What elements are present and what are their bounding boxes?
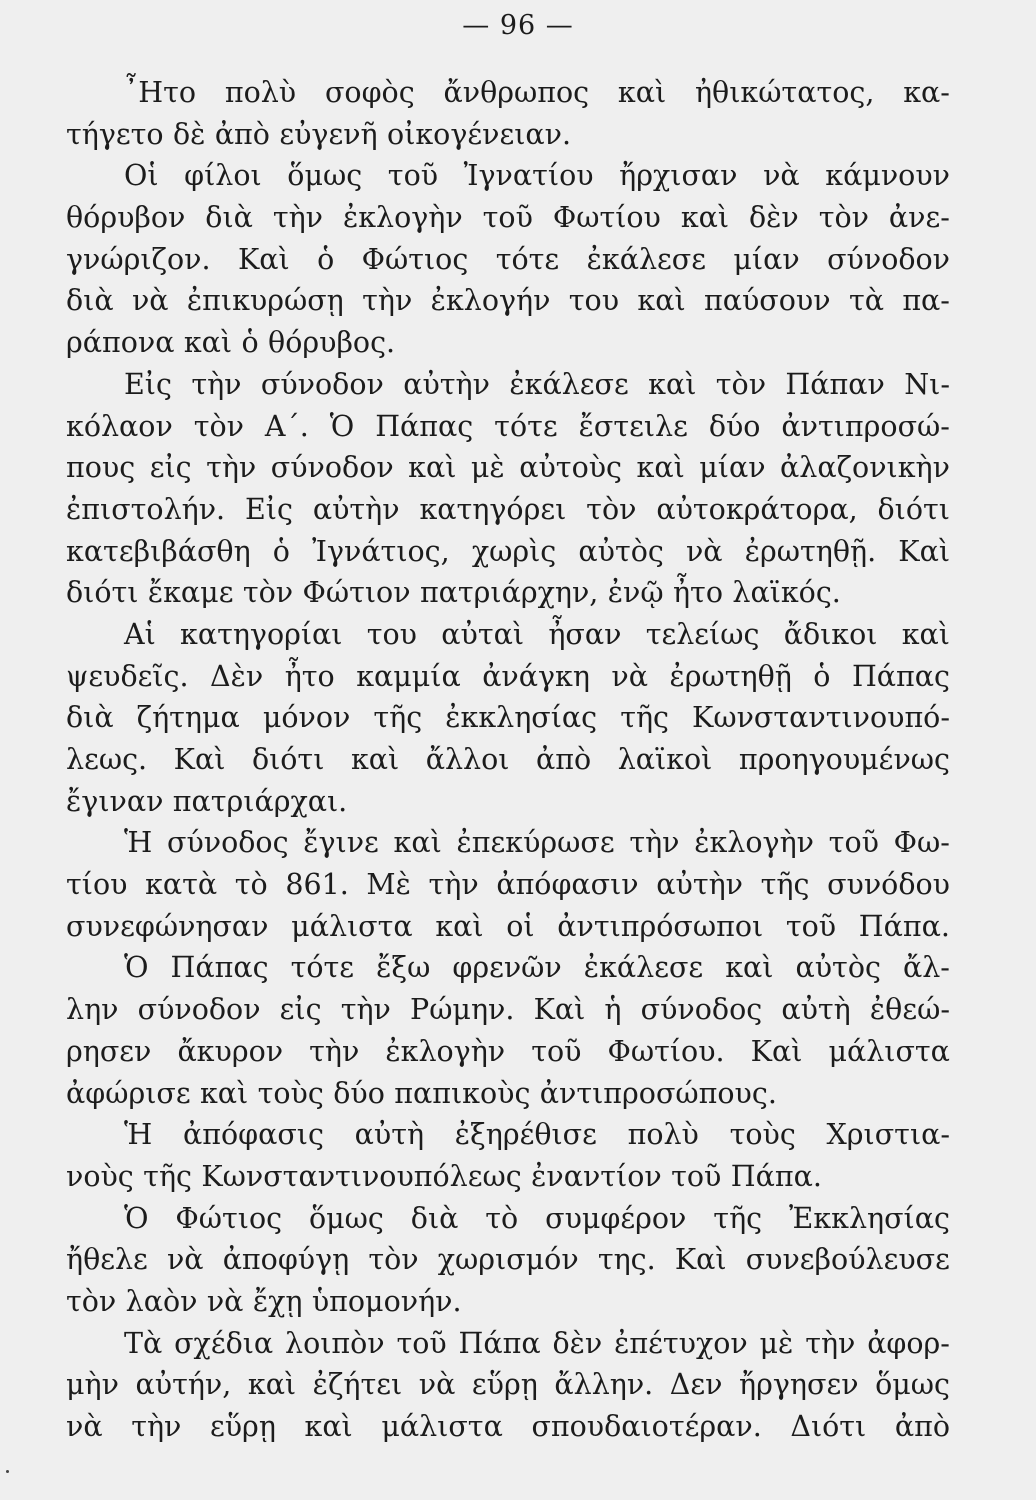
word: ἐκκλησίας (445, 701, 598, 735)
word: νὰ (206, 1284, 244, 1318)
word: Φώτιος (175, 1201, 283, 1235)
word: πολὺ (224, 76, 297, 109)
word: νὰ (166, 1243, 204, 1277)
word: 861. (285, 868, 349, 902)
word: ἀντιπροσώπους. (539, 1076, 777, 1110)
word: νὰ (763, 159, 800, 193)
word: ἐκάλεσε (583, 951, 704, 985)
word: καὶ (901, 617, 950, 651)
word: ὅμως (308, 1201, 384, 1235)
word: σύνοδος (166, 826, 289, 860)
text-line (66, 447, 950, 489)
word: Χριστια- (826, 1118, 950, 1152)
word: ἀπόφασιν (496, 868, 639, 902)
word: κατὰ (145, 868, 218, 902)
text-line (66, 947, 950, 989)
word: ὁ (317, 242, 335, 276)
word: λεως. (66, 743, 148, 776)
word: εὕρῃ (209, 1410, 276, 1443)
word: Κωνσταντινουπόλεως (201, 1159, 522, 1193)
text-line (66, 280, 950, 322)
text-line (66, 781, 950, 823)
word: ἠθικώτατος, (694, 76, 875, 109)
text-line (66, 1031, 950, 1073)
word: νὰ (131, 284, 169, 318)
text-line (66, 1281, 950, 1323)
word: ἐπικυρώσῃ (186, 284, 344, 318)
word: Καὶ (237, 242, 290, 276)
word: ἐκάλεσε (586, 242, 706, 276)
word: ἐκλογὴν (385, 1034, 506, 1068)
word: γνώριζον. (66, 242, 211, 276)
word: τὴν (340, 993, 391, 1027)
word: τότε (494, 409, 558, 443)
word: ράπονα (66, 326, 175, 360)
word: τότε (495, 242, 560, 276)
word: δύο (708, 409, 761, 443)
word: τὸν (193, 409, 244, 443)
word: Ρώμην. (410, 993, 515, 1027)
word: Διότι (790, 1410, 867, 1443)
word: ἄνθρωπος (443, 76, 590, 109)
word: ἐνῷ (607, 576, 664, 610)
word: κα- (903, 76, 950, 109)
word: της. (597, 1243, 656, 1277)
word: σύνοδος (640, 993, 763, 1027)
word: Ὁ (124, 951, 149, 985)
body-text (66, 72, 950, 1448)
word: ἐναντίον (531, 1159, 662, 1193)
word: Ὁ (124, 1201, 149, 1235)
word: ἐπέτυχον (614, 1326, 748, 1360)
word: μάλιστα (381, 1410, 503, 1443)
word: σύνοδον (827, 242, 950, 276)
word: τὴν (272, 201, 323, 235)
word: καὶ (199, 1076, 249, 1110)
text-line (66, 1239, 950, 1281)
word: ἀπὸ (894, 1410, 950, 1443)
word: σοφὸς (324, 76, 415, 109)
word: ἤργησεν (739, 1368, 859, 1402)
word: Κωνσταντινουπό- (692, 701, 950, 735)
word: διότι (877, 492, 950, 526)
word: τότε (290, 951, 355, 985)
word: ἀντιπροσώ- (781, 409, 950, 443)
word: καὶ (304, 1410, 353, 1443)
text-line (66, 406, 950, 448)
word: τὸν (818, 201, 869, 235)
word: ἦτο (284, 659, 335, 693)
word: οἱ (506, 909, 535, 943)
word: Αἱ (124, 617, 156, 651)
word: λην (66, 993, 119, 1027)
word: του (366, 617, 418, 651)
word: ἄλ- (902, 951, 950, 985)
word: σύνοδον (137, 993, 261, 1027)
word: μὲ (470, 451, 505, 485)
word: τήγετο (66, 117, 164, 151)
word: νὰ (685, 534, 723, 568)
word: ὁ (272, 534, 290, 568)
text-line (66, 906, 950, 948)
word: θόρυβον (66, 201, 186, 235)
word: κατηγόρει (419, 492, 567, 526)
word: δὲ (172, 117, 206, 151)
word: ἀπὸ (214, 117, 270, 151)
word: ἀλαζονικὴν (780, 451, 950, 485)
word: Οἱ (124, 159, 159, 193)
text-line (66, 656, 950, 698)
word: δύο (333, 1076, 385, 1110)
word: διότι (251, 743, 325, 776)
word: φρενῶν (452, 951, 562, 985)
word: ἀφορ- (867, 1326, 950, 1360)
word: τὴν (629, 826, 680, 860)
word: καὶ (393, 826, 442, 860)
word: Καὶ (533, 993, 586, 1027)
word: Εἰς (124, 367, 172, 401)
text-line (66, 239, 950, 281)
word: ἐκλογήν (430, 284, 551, 318)
text-line (66, 614, 950, 656)
word: χωρισμόν (437, 1243, 579, 1277)
word: συνόδου (827, 868, 950, 902)
word: τῆς (143, 1159, 192, 1193)
word: κόλαον (66, 409, 173, 443)
word: λοιπὸν (285, 1326, 385, 1360)
word: σπουδαιοτέραν. (531, 1410, 762, 1443)
word: καὶ (648, 367, 697, 401)
word: ἄκυρον (177, 1034, 284, 1068)
word: ἤθελε (66, 1243, 148, 1277)
word: τὸ (234, 868, 268, 902)
word: Πάπας (170, 951, 269, 985)
word: εὕρῃ (471, 1368, 538, 1402)
word: νοὺς (66, 1159, 134, 1193)
word: αὐτὸς (795, 951, 881, 985)
word: μίαν (733, 242, 800, 276)
word: Τὰ (124, 1326, 163, 1360)
word: ἀνε- (888, 201, 950, 235)
word: μάλιστα (291, 909, 413, 943)
word: Δεν (669, 1368, 723, 1402)
word: καὶ (725, 951, 774, 985)
text-line (66, 1406, 950, 1448)
word: διότι (66, 576, 139, 610)
word: μὲ (759, 1326, 794, 1360)
text-line (66, 822, 950, 864)
word: Εἰς (245, 492, 293, 526)
word: τοῦ (785, 909, 837, 943)
word: διὰ (66, 701, 114, 735)
word: τὸν (368, 1243, 419, 1277)
word: παύσουν (704, 284, 831, 318)
word: Ὁ (329, 409, 355, 443)
word: συμφέρον (545, 1201, 687, 1235)
word: αὐτὴ (354, 1118, 425, 1152)
word: ψευδεῖς. (66, 659, 189, 693)
word: ἀνάγκη (482, 659, 590, 693)
word: ὅμως (287, 159, 363, 193)
word: Φώτιος (361, 242, 469, 276)
word: λαϊκός. (732, 576, 841, 610)
word: οἰκογένειαν. (387, 117, 572, 151)
word: τὰ (848, 284, 884, 318)
text-line (66, 489, 950, 531)
word: τὴν (805, 1326, 856, 1360)
word: διὰ (205, 201, 253, 235)
word: ἄλλοι (425, 743, 510, 776)
word: δὲν (748, 201, 799, 235)
word: θόρυβος. (268, 326, 396, 360)
word: κατεβιβάσθη (66, 534, 251, 568)
word: ἐκλογὴν (694, 826, 814, 860)
word: ἔξω (376, 951, 431, 985)
word: φίλοι (184, 159, 262, 193)
word: ζήτημα (136, 701, 240, 735)
word: ἐξηρέθισε (454, 1118, 597, 1152)
word: αὐτήν, (135, 1368, 232, 1402)
word: ἔγιναν (66, 784, 164, 818)
word: ἐρωτηθῇ (669, 659, 792, 693)
word: Καὶ (173, 743, 226, 776)
word: τὴν (206, 451, 257, 485)
word: ἔχῃ (252, 1284, 303, 1318)
word: Ἰγνάτιος, (312, 534, 450, 568)
word: ἐκάλεσε (509, 367, 629, 401)
word: τοῦ (531, 1034, 582, 1068)
word: του (568, 284, 620, 318)
word: ἀντιπρόσωποι (557, 909, 764, 943)
word: ἡ (604, 993, 622, 1027)
word: αὐτὴ (781, 993, 851, 1027)
word: Καὶ (750, 1034, 803, 1068)
word: παπικοὺς (394, 1076, 531, 1110)
word: ἀποφύγῃ (222, 1243, 350, 1277)
word: προηγουμένως (738, 743, 950, 776)
word: ρησεν (66, 1034, 152, 1068)
word: τοὺς (257, 1076, 324, 1110)
word: σχέδια (174, 1326, 274, 1360)
word: Πάπα (458, 1326, 541, 1360)
word: ἀφώρισε (66, 1076, 191, 1110)
word: ἐκλογὴν (342, 201, 463, 235)
word: καὶ (247, 1368, 297, 1402)
word: Δὲν (210, 659, 264, 693)
word: εἰς (149, 451, 192, 485)
word: μόνον (262, 701, 351, 735)
word: καὶ (408, 451, 457, 485)
word: τὴν (309, 1034, 360, 1068)
word: καὶ (637, 284, 686, 318)
word: Α΄. (264, 409, 309, 443)
word: μίαν (699, 451, 766, 485)
text-line (66, 1323, 950, 1365)
word: Φώτιον (302, 576, 411, 610)
word: ἐζήτει (312, 1368, 403, 1402)
text-line (66, 864, 950, 906)
word: ὁ (813, 659, 831, 693)
word: καὶ (435, 909, 484, 943)
word: ἔστειλε (578, 409, 688, 443)
word: ἐθεώ- (869, 993, 950, 1027)
text-line (66, 114, 950, 156)
word: σύνοδον (260, 367, 384, 401)
word: τοῦ (396, 1326, 447, 1360)
word: ἐρωτηθῇ. (744, 534, 877, 568)
word: αὐτὴν (312, 492, 400, 526)
text-line (66, 1364, 950, 1406)
word: καὶ (680, 201, 730, 235)
text-line (66, 1114, 950, 1156)
word: καὶ (183, 326, 233, 360)
word: ἄδικοι (783, 617, 878, 651)
text-line (66, 572, 950, 614)
text-line (66, 989, 950, 1031)
word: σύνοδον (270, 451, 394, 485)
word: μὴν (66, 1368, 119, 1402)
word: Πάπας (375, 409, 474, 443)
word: ἔκαμε (147, 576, 234, 610)
word: αὐτὴν (403, 367, 490, 401)
word: αὐτοὺς (519, 451, 623, 485)
word: Ἐκκλησίας (789, 1201, 950, 1235)
text-line (66, 531, 950, 573)
word: ἔγινε (303, 826, 379, 860)
word: πατριάρχαι. (172, 784, 348, 818)
word: τίου (66, 868, 128, 902)
word: χωρὶς (471, 534, 557, 568)
word: εἰς (279, 993, 322, 1027)
word: τοῦ (671, 1159, 722, 1193)
word: αὐτὴν (656, 868, 743, 902)
word: συνεφώνησαν (66, 909, 269, 943)
text-line (66, 1073, 950, 1115)
word: αὐτοκράτορα, (656, 492, 858, 526)
text-line (66, 364, 950, 406)
word: τὸν (586, 492, 637, 526)
word: λαὸν (125, 1284, 198, 1318)
word: τὴν (362, 284, 413, 318)
word: ὅμως (875, 1368, 950, 1402)
text-line (66, 322, 950, 364)
word: νὰ (611, 659, 648, 693)
word: καμμία (356, 659, 461, 693)
word: τοῦ (828, 826, 879, 860)
word: ἀπόφασις (182, 1118, 324, 1152)
word: λαϊκοὶ (617, 743, 713, 776)
word: καὶ (617, 76, 667, 109)
word: ἀπὸ (536, 743, 592, 776)
word: Καὶ (898, 534, 950, 568)
word: ὑπομονήν. (311, 1284, 462, 1318)
word: πα- (902, 284, 950, 318)
word: Πάπα. (858, 909, 950, 943)
word: αὐτὸς (578, 534, 664, 568)
word: τοῦ (387, 159, 439, 193)
word: τῆς (713, 1201, 763, 1235)
word: καὶ (350, 743, 400, 776)
word: κάμνουν (825, 159, 950, 193)
word: τελείως (645, 617, 760, 651)
word: τῆς (373, 701, 423, 735)
word: συνεβούλευσε (745, 1243, 950, 1277)
word: τὴν (428, 868, 479, 902)
text-line (66, 197, 950, 239)
word: εὐγενῆ (279, 117, 378, 151)
word: Μὲ (366, 868, 411, 902)
word: τῆς (760, 868, 810, 902)
word: τὸν (66, 1284, 117, 1318)
word: τὸν (242, 576, 294, 610)
word: νὰ (418, 1368, 456, 1402)
word: δὲν (552, 1326, 603, 1360)
word: Καὶ (674, 1243, 727, 1277)
text-line (66, 1156, 950, 1198)
text-line (66, 697, 950, 739)
word: τοῦ (482, 201, 533, 235)
scan-speck (6, 1470, 9, 1473)
word: τοὺς (729, 1118, 796, 1152)
word: ἐπιστολήν. (66, 492, 226, 526)
word: ἐπεκύρωσε (456, 826, 615, 860)
word: πους (66, 451, 136, 485)
word: τὸν (715, 367, 767, 401)
word: Πάπας (851, 659, 950, 693)
word: τὴν (131, 1410, 182, 1443)
word: νὰ (66, 1410, 103, 1443)
word: αὐταὶ (441, 617, 525, 651)
word: μάλιστα (828, 1034, 950, 1068)
word: ὁ (241, 326, 259, 360)
text-line (66, 1198, 950, 1240)
word: τῆς (620, 701, 669, 735)
word: ἄλλην. (554, 1368, 654, 1402)
word: καὶ (636, 451, 685, 485)
word: διὰ (66, 284, 114, 318)
word: ῏Ητο (124, 76, 197, 109)
word: Φωτίου. (607, 1034, 725, 1068)
word: διὰ (410, 1201, 459, 1235)
text-line (66, 155, 950, 197)
word: Πάπαν (785, 367, 885, 401)
word: Πάπα. (730, 1159, 822, 1193)
word: τὸ (485, 1201, 519, 1235)
word: πατριάρχην, (419, 576, 599, 610)
word: ἤρχισαν (619, 159, 738, 193)
word: κατηγορίαι (180, 617, 343, 651)
text-line (66, 72, 950, 114)
word: Ἰγνατίου (463, 159, 594, 193)
word: τὴν (191, 367, 242, 401)
word: Φω- (893, 826, 950, 860)
word: πολὺ (627, 1118, 699, 1152)
word: ἦσαν (548, 617, 622, 651)
text-line (66, 739, 950, 781)
word: Ἡ (124, 1118, 153, 1152)
word: ἦτο (672, 576, 723, 610)
word: Ἡ (124, 826, 153, 860)
page-number: — 96 — (462, 10, 574, 41)
word: Φωτίου (552, 201, 661, 235)
word: Νι- (904, 367, 950, 401)
